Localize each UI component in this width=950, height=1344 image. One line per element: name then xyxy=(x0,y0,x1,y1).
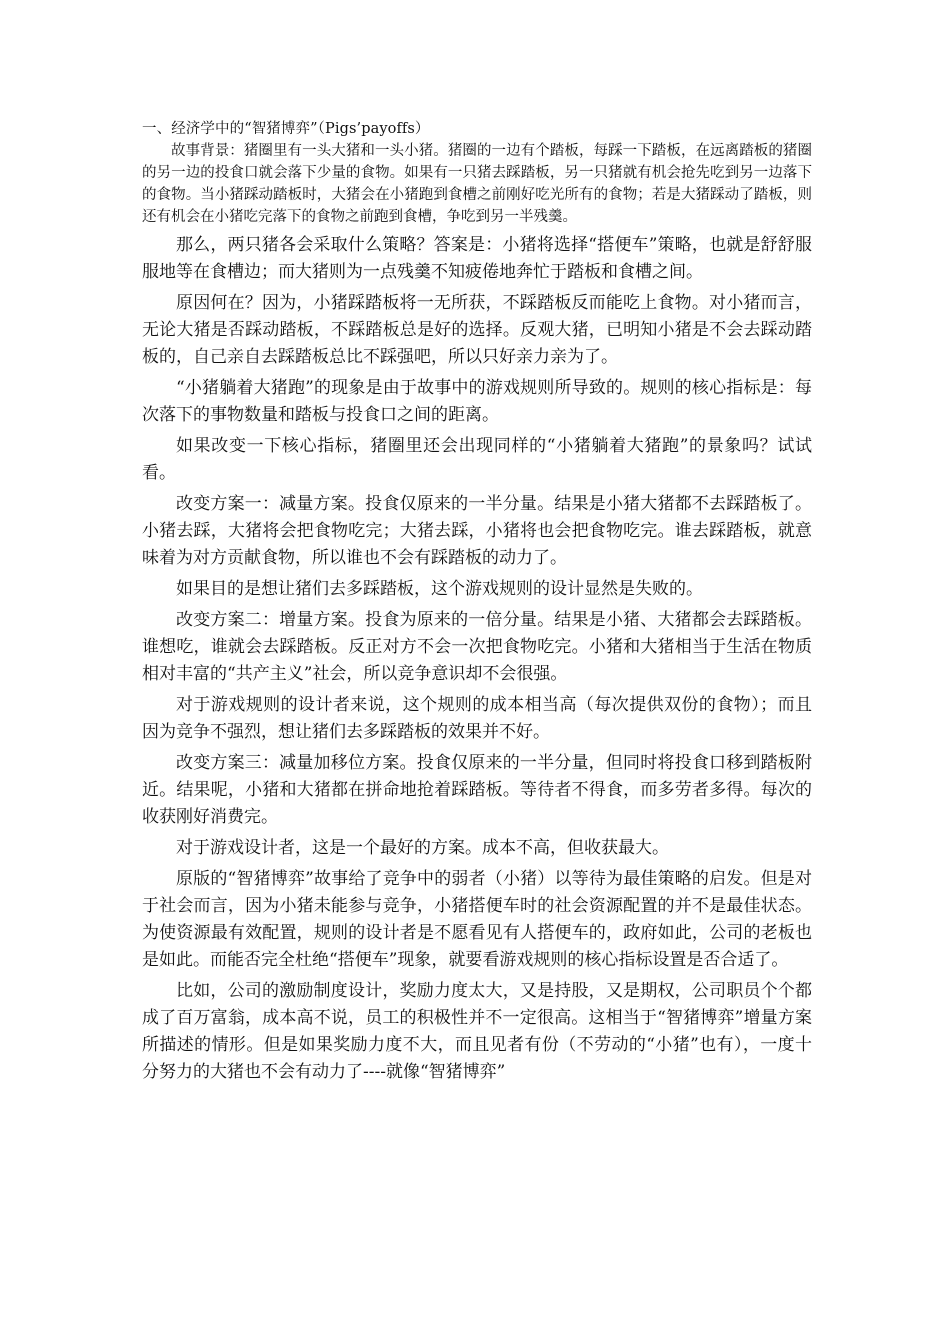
paragraph-7: 改变方案二：增量方案。投食为原来的一倍分量。结果是小猪、大猪都会去踩踏板。谁想吃，谁就会去踩踏板。反正对方不会一次把食物吃完。小猪和大猪相当于生活在物质相对丰富的“共产主义”社会，所以竞争意识却不会很强。 xyxy=(142,610,812,684)
paragraph-11: 原版的“智猪博弈”故事给了竞争中的弱者（小猪）以等待为最佳策略的启发。但是对于社会而言，因为小猪未能参与竞争，小猪搭便车时的社会资源配置的并不是最佳状态。为使资源最有效配置，规则的设计者是不愿看见有人搭便车的，政府如此，公司的老板也是如此。而能否完全杜绝“搭便车”现象，就要看游戏规则的核心指标设置是否合适了。 xyxy=(142,869,812,970)
paragraph-1: 那么，两只猪各会采取什么策略？答案是：小猪将选择“搭便车”策略，也就是舒舒服服地等在食槽边；而大猪则为一点残羹不知疲倦地奔忙于踏板和食槽之间。 xyxy=(142,235,812,282)
paragraph-9: 改变方案三：减量加移位方案。投食仅原来的一半分量，但同时将投食口移到踏板附近。结果呢，小猪和大猪都在拼命地抢着踩踏板。等待者不得食，而多劳者多得。每次的收获刚好消费完。 xyxy=(142,753,812,827)
paragraph-3: “小猪躺着大猪跑”的现象是由于故事中的游戏规则所导致的。规则的核心指标是：每次落下的事物数量和踏板与投食口之间的距离。 xyxy=(142,378,812,425)
paragraph-12: 比如，公司的激励制度设计，奖励力度太大，又是持股，又是期权，公司职员个个都成了百万富翁，成本高不说，员工的积极性并不一定很高。这相当于“智猪博弈”增量方案所描述的情形。但是如果奖励力度不大，而且见者有份（不劳动的“小猪”也有），一度十分努力的大猪也不会有动力了----就像“智猪博弈” xyxy=(142,981,812,1082)
paragraph-4: 如果改变一下核心指标，猪圈里还会出现同样的“小猪躺着大猪跑”的景象吗？试试看。 xyxy=(142,436,812,483)
paragraph-6: 如果目的是想让猪们去多踩踏板，这个游戏规则的设计显然是失败的。 xyxy=(176,579,703,599)
paragraph-2: 原因何在？因为，小猪踩踏板将一无所获，不踩踏板反而能吃上食物。对小猪而言，无论大猪是否踩动踏板，不踩踏板总是好的选择。反观大猪，已明知小猪是不会去踩动踏板的，自己亲自去踩踏板总比不踩强吧，所以只好亲力亲为了。 xyxy=(142,293,812,367)
paragraph-10: 对于游戏设计者，这是一个最好的方案。成本不高，但收获最大。 xyxy=(176,838,669,858)
paragraph-5: 改变方案一：减量方案。投食仅原来的一半分量。结果是小猪大猪都不去踩踏板了。小猪去踩，大猪将会把食物吃完；大猪去踩，小猪将也会把食物吃完。谁去踩踏板，就意味着为对方贡献食物，所以谁也不会有踩踏板的动力了。 xyxy=(142,494,812,568)
paragraph-8: 对于游戏规则的设计者来说，这个规则的成本相当高（每次提供双份的食物）；而且因为竞争不强烈，想让猪们去多踩踏板的效果并不好。 xyxy=(142,695,812,742)
intro-paragraph: 故事背景：猪圈里有一头大猪和一头小猪。猪圈的一边有个踏板，每踩一下踏板，在远离踏板的猪圈的另一边的投食口就会落下少量的食物。如果有一只猪去踩踏板，另一只猪就有机会抢先吃到另一边落下的食物。当小猪踩动踏板时，大猪会在小猪跑到食槽之前刚好吃光所有的食物；若是大猪踩动了踏板，则还有机会在小猪吃完落下的食物之前跑到食槽，争吃到另一半残羹。 xyxy=(142,143,812,225)
document-title: 一、经济学中的“智猪博弈”（Pigs’payoffs） xyxy=(142,121,430,137)
